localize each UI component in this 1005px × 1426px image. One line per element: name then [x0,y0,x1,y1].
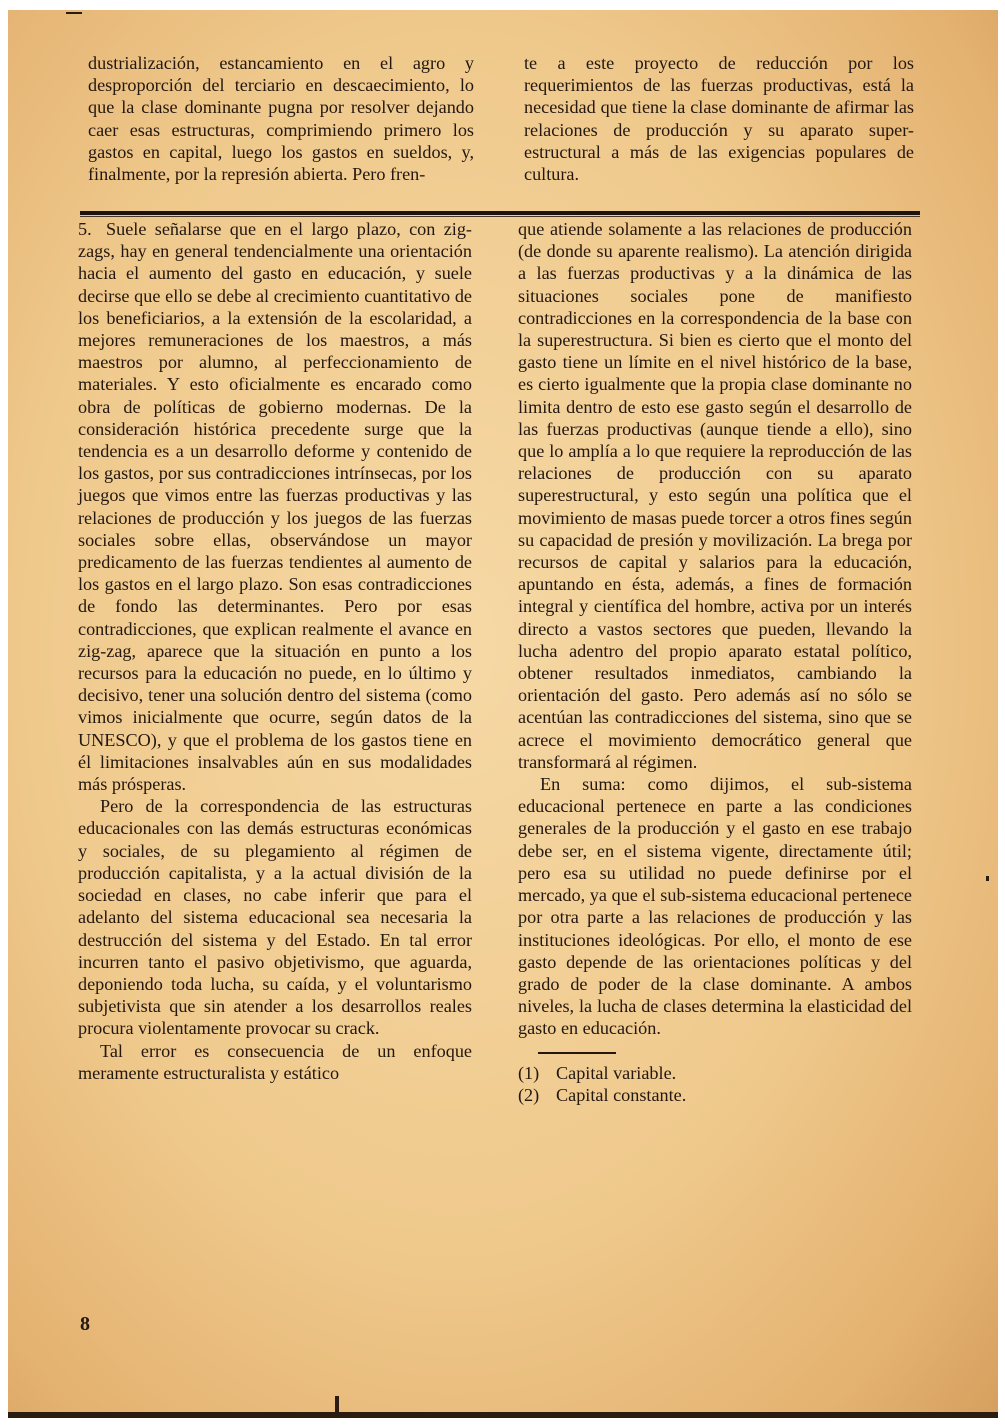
footnote-1 [518,1062,912,1084]
scan-mark-top [66,12,82,14]
left-paragraph-1-text: Suele señalarse que en el largo plazo, con zig-zags, hay en general tendencialmente una orientación hacia el aumento del gasto en educación, y suele decirse que ello se debe al crecimiento cuantitativo de los beneficiarios, a la extensión de la escolaridad, a mejores remuneraciones de los maestros, a más maestros por alumno, al perfeccionamiento de materiales. Y esto oficialmente es encarado como obra de políticas de gobierno modernas. De la consideración histórica precedente surge que la tendencia es a un desarrollo deforme y contenido de los gastos, por sus contradicciones intrínsecas, por los juegos que vimos entre las fuerzas productivas y las relaciones de producción y los juegos de las fuerzas sociales sobre ellas, observándose un mayor predicamento de las fuerzas tendientes al aumento de los gastos en el largo plazo. Son esas contradicciones de fondo las determinantes. Pero por esas contradicciones, que explican realmente el avance en zig-zag, aparece que la situación en punto a los recursos para la educación no puede, en lo último y decisivo, tener una solución dentro del sistema (como vimos inicialmente que ocurre, según datos de la UNESCO), y que el problema de los gastos tiene en él limitaciones insalvables aún en sus modalidades más prósperas. [78,219,472,795]
right-column [518,218,912,1106]
scan-mark-right [986,876,989,881]
footnote-2-mark: (2) [518,1084,540,1105]
page-number: 8 [80,1313,90,1335]
note-number: 5. [78,219,92,239]
left-column [78,218,472,1084]
top-left-column [88,52,474,185]
scan-mark-bottom [335,1396,339,1416]
top-left-paragraph: dustrialización, estancamiento en el agro y desproporción del terciario en descaecimiento, lo que la clase dominante pugna por resolver dejando caer esas estructuras, comprimiendo primero los gastos en capital, luego los gastos en sueldos, y, finalmente, por la represión abierta. Pero fren- [88,53,474,185]
footnote-2-text: Capital constante. [556,1084,687,1105]
footnote-1-text: Capital variable. [556,1062,677,1083]
scanned-page [8,10,998,1418]
right-paragraph-1: que atiende solamente a las relaciones de producción (de donde su aparente realismo). La atención dirigida a las fuerzas productivas y a la dinámica de las situaciones sociales pone de manifiesto contradicciones en la correspondencia de la base con la superestructura. Si bien es cierto que el monto del gasto tiene un límite en el nivel histórico de la base, es cierto igualmente que la propia clase dominante no limita dentro de esto ese gasto según el desarrollo de las fuerzas productivas (aunque tiende a ello), sino que lo amplía a lo que requiere la reproducción de las relaciones de producción con su aparato superestructural, y esto según una política que el movimiento de masas puede torcer a otros fines según su capacidad de presión y movilización. La brega por recursos de capital y salarios para la educación, apuntando en ésta, además, a fines de formación integral y científica del hombre, activa por un interés directo a vastos sectores que pueden, llevando la lucha adentro del propio aparato estatal político, obtener resultados inmediatos, cambiando la orientación del gasto. Pero además así no sólo se acentúan las contradicciones del sistema, sino que se acrece el movimiento democrático general que transformará al régimen. [518,219,912,772]
right-paragraph-2: En suma: como dijimos, el sub-sistema educacional pertenece en parte a las condiciones generales de la producción y el gasto en ese trabajo debe ser, en el sistema vigente, directamente útil; pero esa su utilidad no puede definirse por el mercado, ya que el sub-sistema educacional pertenece por otra parte a las relaciones de producción y las instituciones ideológicas. Por ello, el monto de ese gasto depende de las orientaciones políticas y del grado de poder de la clase dominante. A ambos niveles, la lucha de clases determina la elasticidad del gasto en educación. [518,774,912,1039]
footnote-2 [518,1084,912,1106]
section-divider-thin-rule [80,216,920,217]
top-right-paragraph: te a este proyecto de reducción por los requerimientos de las fuerzas productivas, está la necesidad que tiene la clase dominante de afirmar las relaciones de producción y su aparato super-estructural a más de las exigencias populares de cultura. [524,53,914,185]
left-paragraph-1 [78,218,472,795]
section-divider-rule [80,211,920,215]
left-paragraph-3: Tal error es consecuencia de un enfoque meramente estructuralista y estático [78,1040,472,1083]
top-right-column [524,52,914,185]
left-paragraph-2: Pero de la correspondencia de las estructuras educacionales con las demás estructuras económicas y sociales, de su plegamiento al régimen de producción capitalista, y a la actual división de la sociedad en clases, no cabe inferir que para el adelanto del sistema educacional sea necesaria la destrucción del sistema y del Estado. En tal error incurren tanto el pasivo objetivismo, que aguarda, deponiendo toda lucha, su caída, y el voluntarismo subjetivista que sin atender a los desarrollos reales procura violentamente provocar su crack. [78,796,472,1039]
footnote-separator [538,1052,616,1054]
footnote-1-mark: (1) [518,1062,540,1083]
